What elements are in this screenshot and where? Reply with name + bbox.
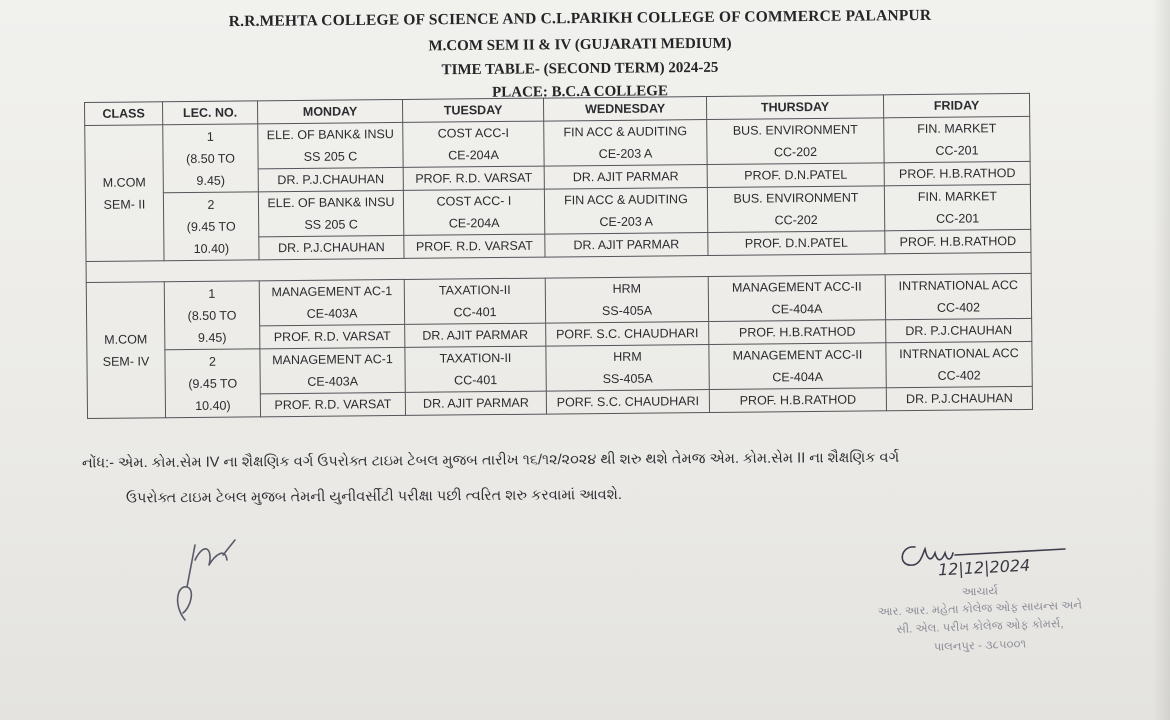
subject-cell [405,346,546,392]
subject-name: BUS. ENVIRONMENT [732,122,858,138]
page-edge-shadow [1152,0,1170,720]
lecture-time-start: (8.50 TO [187,308,237,323]
lecture-time-start: (9.45 TO [186,219,236,234]
subject-code: CE-203 A [598,146,653,162]
lecture-no: 2 [208,354,217,369]
subject-code: CE-203 A [599,214,653,230]
subject-code: CE-404A [772,369,824,385]
subject-cell [258,190,403,236]
subject-name: COST ACC-I [437,125,510,141]
subject-cell [544,120,707,167]
subject-name: MANAGEMENT AC-1 [271,284,393,300]
subject-name: TAXATION-II [438,282,511,298]
faculty-cell: PROF. D.N.PATEL [707,163,884,188]
class-sem: SEM- II [103,196,146,212]
lecture-time-start: (8.50 TO [186,151,236,166]
subject-code: CC-201 [935,143,979,158]
faculty-cell: PROF. R.D. VARSAT [260,324,405,348]
subject-name: MANAGEMENT ACC-II [731,279,862,295]
subject-code: CE-404A [771,301,823,317]
faculty-cell: PROF. D.N.PATEL [708,231,885,256]
timetable-title: TIME TABLE- (SECOND TERM) 2024-25 [441,59,719,79]
subject-name: INTRNATIONAL ACC [898,278,1019,294]
subject-cell [259,279,404,325]
subject-code: CC-202 [773,144,818,160]
subject-name: HRM [613,349,642,364]
subject-name: TAXATION-II [439,350,512,366]
faculty-cell: PROF. H.B.RATHOD [884,161,1030,185]
subject-cell [708,275,885,322]
stamp-line: પાલનપુર - ૩૮૫૦૦૧ [933,638,1027,654]
faculty-cell: PORF. S.C. CHAUDHARI [546,390,709,415]
subject-cell [545,277,708,324]
class-sem: SEM- IV [102,353,150,369]
subject-name: FIN ACC & AUDITING [564,192,688,208]
subject-cell [403,121,544,167]
lecture-cell [163,124,259,193]
subject-cell [546,345,709,392]
class-name: M.COM [102,174,146,190]
subject-code: SS 205 C [304,217,359,232]
subject-cell [884,116,1030,162]
col-header-friday: FRIDAY [883,93,1029,117]
subject-code: CE-403A [306,306,358,321]
lecture-time-end: 10.40) [193,241,230,256]
lecture-cell [164,281,260,350]
timetable-container [84,93,1033,419]
place-title: PLACE: B.C.A COLLEGE [491,83,668,101]
lecture-time-end: 9.45) [196,173,226,188]
faculty-cell: DR. AJIT PARMAR [405,391,546,415]
class-cell-sem4 [86,282,165,419]
subject-code: CC-402 [937,368,981,383]
col-header-wednesday: WEDNESDAY [543,97,706,122]
faculty-cell: PROF. R.D. VARSAT [260,392,405,416]
faculty-cell: PROF. R.D. VARSAT [404,234,545,258]
faculty-cell: PORF. S.C. CHAUDHARI [546,322,709,347]
subject-name: FIN ACC & AUDITING [563,124,688,140]
faculty-cell: PROF. H.B.RATHOD [709,320,886,345]
subject-code: CC-201 [936,211,980,226]
note-line-2: ઉપરોક્ત ટાઇમ ટેબલ મુજબ તેમની યુનીવર્સીટી પરીક્ષા પછી ત્વરિત શરુ કરવામાં આવશે. [125,487,622,507]
stamp-title: આચાર્ય [961,585,999,599]
timetable [84,93,1033,419]
subject-code: SS-405A [602,371,653,387]
subject-cell [886,341,1032,387]
faculty-cell: PROF. H.B.RATHOD [885,229,1031,253]
col-header-thursday: THURSDAY [706,95,883,120]
signature-date: 12|12|2024 [937,555,1031,580]
college-name: R.R.MEHTA COLLEGE OF SCIENCE AND C.L.PARIKH COLLEGE OF COMMERCE PALANPUR [228,6,932,31]
lecture-no: 1 [208,286,216,301]
subject-cell [709,343,886,390]
subject-code: CC-202 [774,212,818,228]
subject-code: SS 205 C [303,149,358,164]
faculty-cell: DR. P.J.CHAUHAN [886,318,1032,342]
class-cell-sem2 [85,125,164,262]
subject-code: CC-401 [454,373,498,388]
subject-cell [707,186,884,233]
subject-name: ELE. OF BANK& INSU [267,195,395,211]
lecture-no: 2 [207,197,215,212]
subject-code: CE-403A [307,374,359,389]
subject-code: CC-401 [453,305,497,320]
faculty-cell: DR. AJIT PARMAR [405,323,546,347]
course-title: M.COM SEM II & IV (GUJARATI MEDIUM) [428,35,732,55]
subject-name: FIN. MARKET [917,121,997,137]
subject-name: FIN. MARKET [917,189,998,204]
subject-code: CE-204A [448,148,499,163]
col-header-class: CLASS [85,102,163,126]
lecture-time-end: 9.45) [197,330,227,345]
col-header-monday: MONDAY [257,99,402,123]
faculty-cell: DR. P.J.CHAUHAN [886,386,1032,410]
col-header-tuesday: TUESDAY [402,98,543,122]
lecture-time-end: 10.40) [195,398,231,413]
lecture-time-start: (9.45 TO [188,376,238,391]
subject-cell [707,118,884,165]
subject-code: SS-405A [601,303,653,319]
faculty-cell: DR. AJIT PARMAR [545,233,708,258]
faculty-cell: PROF. H.B.RATHOD [709,388,886,413]
faculty-cell: DR. P.J.CHAUHAN [258,167,403,191]
subject-name: BUS. ENVIRONMENT [733,190,859,206]
subject-cell [544,188,707,235]
subject-name: MANAGEMENT ACC-II [732,347,863,363]
faculty-cell: DR. P.J.CHAUHAN [259,235,404,259]
subject-cell [404,278,545,324]
note-line-1: નોંધ:- એમ. કોમ.સેમ IV ના શૈક્ષણિક વર્ગ ઉપરોક્ત ટાઇમ ટેબલ મુજબ તારીખ ૧૬/૧૨/૨૦૨૪ થી શરુ થશે તેમજ એમ. કોમ.સેમ II ના શૈક્ષણિક વર્ગ [81,449,900,472]
subject-cell [885,273,1031,319]
subject-name: COST ACC- I [436,193,512,209]
subject-code: CC-402 [936,300,981,315]
subject-name: INTRNATIONAL ACC [899,346,1019,362]
subject-cell [260,347,405,393]
faculty-cell: PROF. R.D. VARSAT [403,166,544,190]
subject-code: CE-204A [448,216,500,231]
faculty-cell: DR. AJIT PARMAR [544,165,707,190]
lecture-cell [165,349,261,418]
subject-name: MANAGEMENT AC-1 [272,352,393,368]
lecture-no: 1 [206,129,214,144]
subject-name: HRM [612,281,642,296]
left-signature [165,525,255,635]
subject-cell [884,184,1030,230]
subject-name: ELE. OF BANK& INSU [266,127,394,143]
stamp-line: સી. એલ. પરીખ કોલેજ ઓફ કોમર્સ, [896,618,1064,636]
stamp-line: આર. આર. મહેતા કોલેજ ઓફ સાયન્સ અને [877,599,1083,619]
lecture-cell [163,192,259,261]
col-header-lec: LEC. NO. [163,101,258,125]
subject-cell [258,122,403,168]
class-name: M.COM [104,331,148,347]
subject-cell [403,189,544,235]
